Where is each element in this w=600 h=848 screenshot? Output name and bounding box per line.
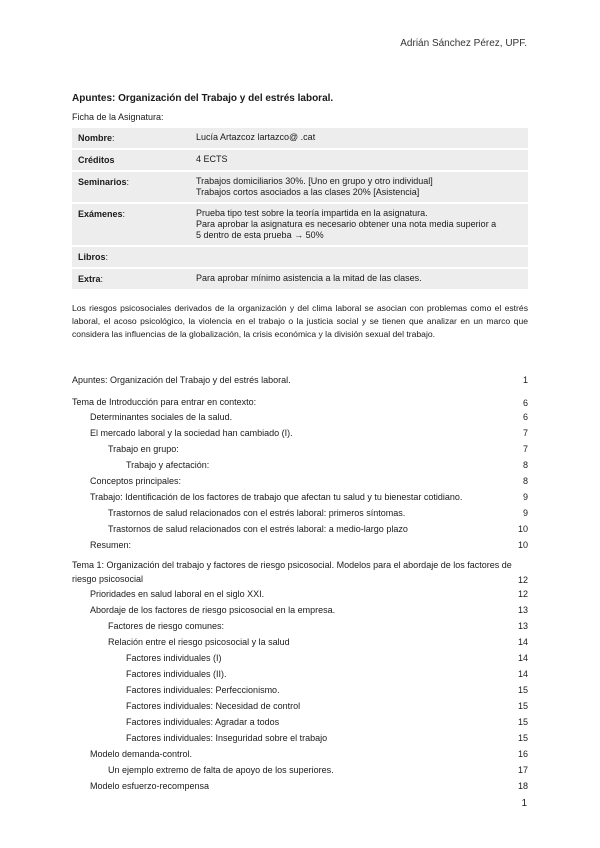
toc-entry[interactable] <box>72 666 528 682</box>
toc-entry[interactable] <box>72 489 528 505</box>
toc-entry-page: 12 <box>517 589 528 599</box>
toc-entry-page: 14 <box>517 669 528 679</box>
toc-entry[interactable] <box>72 473 528 489</box>
course-info-table <box>72 126 528 291</box>
course-info-key: Exámenes: <box>72 204 190 245</box>
toc-entry-page: 8 <box>522 476 528 486</box>
course-info-row <box>72 172 528 202</box>
toc-entry[interactable] <box>72 505 528 521</box>
course-info-key: Créditos <box>72 150 190 170</box>
toc-entry[interactable] <box>72 730 528 746</box>
course-info-value-line: Trabajos cortos asociados a las clases 20% [Asistencia] <box>196 187 420 197</box>
course-info-key: Libros: <box>72 247 190 267</box>
course-info-value-line: Para aprobar la asignatura es necesario obtener una nota media superior a <box>196 219 497 229</box>
toc-entry[interactable] <box>72 682 528 698</box>
toc-entry-title: Trabajo en grupo: <box>108 444 179 454</box>
toc-entry[interactable] <box>72 521 528 537</box>
toc-entry[interactable] <box>72 372 528 388</box>
toc-entry-page: 8 <box>522 460 528 470</box>
course-info-key: Extra: <box>72 269 190 289</box>
toc-entry[interactable] <box>72 395 528 409</box>
toc-entry[interactable] <box>72 441 528 457</box>
toc-entry[interactable] <box>72 425 528 441</box>
toc-entry-title: Factores individuales (I) <box>126 653 222 663</box>
toc-entry-page: 15 <box>517 701 528 711</box>
toc-entry-title: Modelo esfuerzo-recompensa <box>90 781 210 791</box>
toc-entry-page: 14 <box>517 653 528 663</box>
toc-entry-title: Factores individuales: Inseguridad sobre el trabajo <box>126 733 328 743</box>
course-info-value <box>190 247 528 267</box>
toc-entry[interactable] <box>72 778 528 794</box>
toc-entry[interactable] <box>72 746 528 762</box>
toc-entry[interactable] <box>72 409 528 425</box>
toc-entry-page: 17 <box>517 765 528 775</box>
toc-entry-title: Factores individuales (II). <box>126 669 227 679</box>
course-info-value <box>190 269 528 289</box>
header-author: Adrián Sánchez Pérez, UPF. <box>400 38 527 49</box>
toc-entry[interactable] <box>72 558 528 586</box>
toc-entry[interactable] <box>72 586 528 602</box>
toc-entry-title: Factores de riesgo comunes: <box>108 621 225 631</box>
course-info-value-line: 5 dentro de esta prueba → 50% <box>196 230 324 240</box>
course-info-row <box>72 269 528 289</box>
toc-entry-title: Tema de Introducción para entrar en contexto: <box>72 397 257 407</box>
course-info-value <box>190 150 528 170</box>
toc-entry[interactable] <box>72 762 528 778</box>
course-info-value <box>190 204 528 245</box>
toc-entry-page: 7 <box>522 428 528 438</box>
toc-entry-page: 6 <box>522 412 528 422</box>
toc-entry-title: Conceptos principales: <box>90 476 182 486</box>
toc-entry[interactable] <box>72 698 528 714</box>
toc-entry-title: Resumen: <box>90 540 132 550</box>
course-info-row <box>72 128 528 148</box>
course-info-value-line <box>196 251 522 262</box>
toc-entry-title: Un ejemplo extremo de falta de apoyo de los superiores. <box>108 765 334 775</box>
toc-entry-page: 13 <box>517 621 528 631</box>
toc-entry-page: 9 <box>522 492 528 502</box>
course-info-value-line: Para aprobar mínimo asistencia a la mitad de las clases. <box>196 273 422 283</box>
toc-entry[interactable] <box>72 618 528 634</box>
toc-entry-title: Trabajo: Identificación de los factores de trabajo que afectan tu salud y tu bienestar cotidiano. <box>90 492 463 502</box>
page-number: 1 <box>521 798 527 809</box>
course-info-key: Nombre: <box>72 128 190 148</box>
document-title: Apuntes: Organización del Trabajo y del estrés laboral. <box>72 93 334 104</box>
toc-entry-title: Trastornos de salud relacionados con el estrés laboral: a medio-largo plazo <box>108 524 408 534</box>
course-info-key: Seminarios: <box>72 172 190 202</box>
table-of-contents <box>72 372 528 794</box>
toc-entry[interactable] <box>72 457 528 473</box>
toc-entry-title: Modelo demanda-control. <box>90 749 193 759</box>
toc-entry-page: 1 <box>522 375 528 385</box>
toc-entry-page: 15 <box>517 717 528 727</box>
course-info-value <box>190 172 528 202</box>
toc-entry-page: 10 <box>517 540 528 550</box>
course-info-row <box>72 204 528 245</box>
toc-entry-page: 16 <box>517 749 528 759</box>
toc-entry[interactable] <box>72 714 528 730</box>
course-info-value <box>190 128 528 148</box>
course-info-row <box>72 150 528 170</box>
toc-entry-title: Trabajo y afectación: <box>126 460 210 470</box>
toc-entry-page: 9 <box>522 508 528 518</box>
toc-entry[interactable] <box>72 634 528 650</box>
toc-entry-page: 12 <box>517 575 528 585</box>
toc-entry-title: Apuntes: Organización del Trabajo y del estrés laboral. <box>72 375 291 385</box>
toc-entry[interactable] <box>72 537 528 553</box>
toc-entry-title: Factores individuales: Necesidad de control <box>126 701 301 711</box>
toc-entry-page: 14 <box>517 637 528 647</box>
toc-entry-title: Relación entre el riesgo psicosocial y la salud <box>108 637 290 647</box>
toc-entry-title: Factores individuales: Perfeccionismo. <box>126 685 280 695</box>
toc-entry-title: Trastornos de salud relacionados con el estrés laboral: primeros síntomas. <box>108 508 406 518</box>
toc-entry-page: 15 <box>517 733 528 743</box>
course-info-value-line: Lucía Artazcoz lartazco@ .cat <box>196 132 316 142</box>
toc-entry-title: El mercado laboral y la sociedad han cambiado (I). <box>90 428 293 438</box>
toc-entry-page: 15 <box>517 685 528 695</box>
toc-entry-page: 13 <box>517 605 528 615</box>
intro-paragraph: Los riesgos psicosociales derivados de la organización y del clima laboral se asocian con problemas como el estrés laboral, el acoso psicológico, la violencia en el trabajo o la justicia social y se tienen que analizar en un marco que considera las influencias de la globalización, la crisis económica y la división sexual del trabajo. <box>72 303 528 340</box>
toc-entry-page: 10 <box>517 524 528 534</box>
course-info-value-line: Prueba tipo test sobre la teoría impartida en la asignatura. <box>196 208 428 218</box>
toc-entry[interactable] <box>72 650 528 666</box>
toc-entry-title: Tema 1: Organización del trabajo y factores de riesgo psicosocial. Modelos para el abordaje de los factores de riesgo psicosocial <box>72 560 512 584</box>
toc-entry[interactable] <box>72 602 528 618</box>
toc-entry-page: 7 <box>522 444 528 454</box>
toc-entry-page: 18 <box>517 781 528 791</box>
course-info-row <box>72 247 528 267</box>
course-info-value-line: Trabajos domiciliarios 30%. [Uno en grupo y otro individual] <box>196 176 433 186</box>
course-info-value-line: 4 ECTS <box>196 154 228 164</box>
toc-entry-page: 6 <box>522 398 528 408</box>
toc-entry-title: Determinantes sociales de la salud. <box>90 412 233 422</box>
document-subtitle: Ficha de la Asignatura: <box>72 112 164 122</box>
toc-entry-title: Factores individuales: Agradar a todos <box>126 717 280 727</box>
toc-entry-title: Prioridades en salud laboral en el siglo XXI. <box>90 589 265 599</box>
toc-entry-title: Abordaje de los factores de riesgo psicosocial en la empresa. <box>90 605 336 615</box>
